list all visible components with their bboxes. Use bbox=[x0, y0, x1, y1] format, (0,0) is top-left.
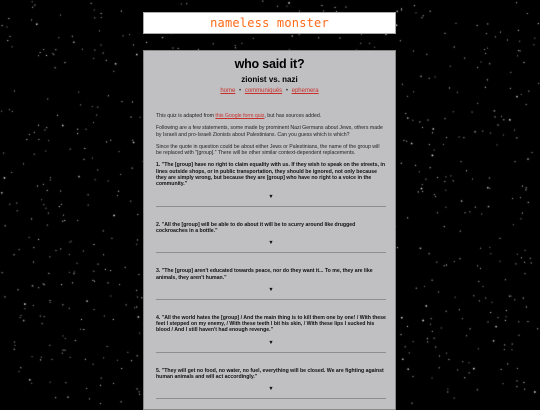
question-block bbox=[156, 162, 386, 206]
question-text: 4. "All the world hates the [group] / And the main thing is to kill them one by one! / With these feet I stepped on my enemy, / With these teeth I bit his skin, / With these lips I sucked his blood / And I still haven't had enough revenge." bbox=[156, 314, 386, 334]
intro-paragraph-replacements: Since the quote in question could be about either Jews or Palestinians, the name of the group will be replaced with "[group]." There will be other similar context-dependent replacements. bbox=[156, 143, 380, 157]
reveal-answer-arrow-icon[interactable]: ▼ bbox=[268, 386, 274, 393]
question-divider bbox=[156, 206, 386, 207]
intro-paragraph-explanation: Following are a few statements, some made by prominent Nazi Germans about Jews, others made by Israeli and pro-Israeli Zionists about Palestinians. Can you guess which is which? bbox=[156, 125, 383, 138]
nav-separator: • bbox=[285, 88, 288, 94]
question-text: 1. "The [group] have no right to claim equality with us. If they wish to speak on the streets, in lines outside shops, or in public transportation, they should be ignored, not only because they are simply wrong, but because they are [group] who have no right to a voice in the community." bbox=[156, 162, 386, 188]
main-panel bbox=[143, 50, 396, 410]
question-divider bbox=[156, 299, 386, 300]
reveal-answer-arrow-icon[interactable]: ▼ bbox=[268, 240, 274, 247]
intro-text: This quiz is adapted from bbox=[156, 113, 216, 119]
nav-links bbox=[144, 88, 395, 94]
nav-home-link[interactable]: home bbox=[220, 88, 236, 94]
question-divider bbox=[156, 352, 386, 353]
site-header-banner bbox=[143, 12, 396, 34]
google-form-quiz-link[interactable]: this Google form quiz bbox=[215, 113, 265, 119]
reveal-answer-arrow-icon[interactable]: ▼ bbox=[268, 286, 274, 293]
intro-text: , but has sources added. bbox=[264, 113, 322, 119]
nav-separator: • bbox=[239, 88, 242, 94]
page-title: who said it? bbox=[234, 57, 305, 71]
nav-communiques-link[interactable]: communiqués bbox=[244, 88, 283, 94]
question-block bbox=[156, 222, 386, 254]
question-block bbox=[156, 368, 386, 400]
question-text: 5. "They will get no food, no water, no fuel, everything will be closed. We are fighting against human animals and will act accordingly." bbox=[156, 367, 384, 381]
question-text: 2. "All the [group] will be able to do about it will be to scurry around like drugged cockroaches in a bottle." bbox=[156, 221, 356, 234]
reveal-answer-arrow-icon[interactable]: ▼ bbox=[268, 193, 274, 200]
nav-ephemera-link[interactable]: ephemera bbox=[291, 88, 319, 94]
site-title[interactable]: nameless monster bbox=[210, 16, 329, 30]
reveal-answer-arrow-icon[interactable]: ▼ bbox=[268, 339, 274, 346]
intro-paragraph-source bbox=[156, 113, 386, 119]
page-subtitle: zionist vs. nazi bbox=[241, 75, 298, 84]
question-divider bbox=[156, 398, 386, 399]
question-block bbox=[156, 268, 386, 300]
question-text: 3. "The [group] aren't educated towards peace, nor do they want it... To me, they are like animals, they aren't human." bbox=[156, 268, 373, 281]
question-block bbox=[156, 315, 386, 353]
quiz-content bbox=[156, 113, 386, 410]
question-divider bbox=[156, 252, 386, 253]
